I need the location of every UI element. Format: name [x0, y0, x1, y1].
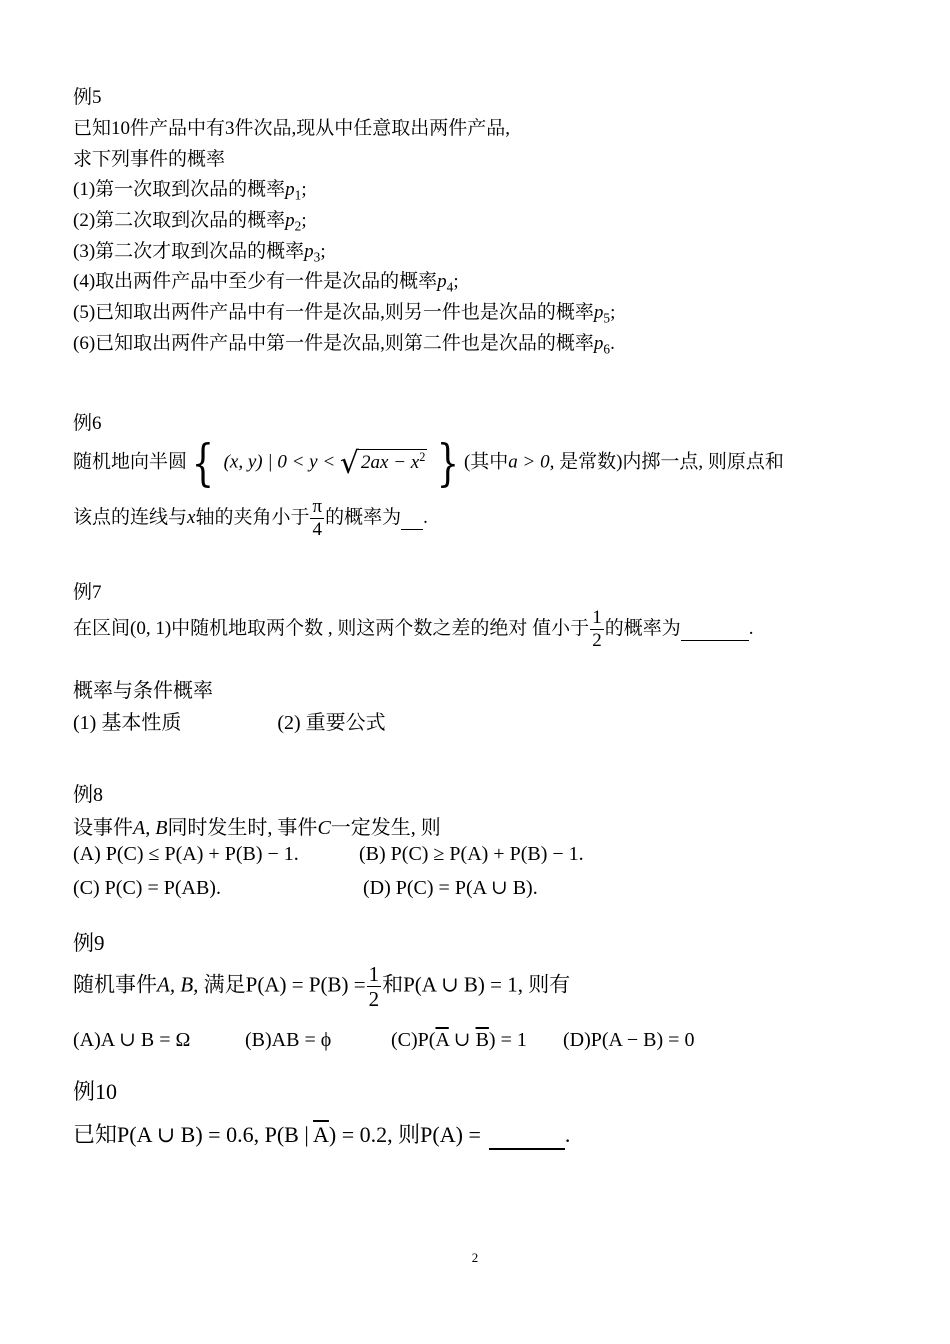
example-8-options-cd: [73, 875, 538, 900]
example-5-question-4: (4)取出两件产品中至少有一件是次品的概率$p_4$;: [73, 271, 459, 295]
square-root: √ $2ax - x^2$: [339, 445, 426, 481]
example-10-heading: 例10: [73, 1079, 118, 1104]
answer-blank: [489, 1122, 565, 1150]
example-9-options: [73, 1027, 694, 1052]
section-items: (1) 基本性质 (2) 重要公式: [73, 712, 386, 734]
fraction-one-half: $\frac{1}{2}$: [592, 607, 602, 651]
page-number: 2: [471, 1250, 479, 1265]
answer-blank: [681, 618, 749, 641]
example-8-line-1: 设事件A, B同时发生时, 事件C一定发生, 则: [73, 817, 441, 839]
example-6-line-2: 该点的连线与x轴的夹角小于 $\frac{\pi}{4}$ 的概率为 .: [73, 496, 428, 540]
example-5-question-3: (3)第二次才取到次品的概率$p_3$;: [73, 241, 326, 265]
answer-blank: [401, 507, 423, 530]
option-a: (A) P(C) ≤ P(A) + P(B) − 1.: [73, 843, 299, 865]
example-9-heading: 例9: [73, 931, 105, 955]
fraction-pi-over-4: $\frac{\pi}{4}$: [312, 496, 323, 540]
option-c: $(C)P(\overline{A}$ ∪ $\overline{B}) = 1$: [391, 1029, 527, 1051]
example-9-line-1: 随机事件A, B, 满足P(A) = P(B) = $\frac{1}{2}$ 和P(A ∪ B) = 1, 则有: [73, 962, 571, 1012]
option-b: (B)AB = ϕ: [245, 1029, 332, 1051]
example-5-question-2: (2)第二次取到次品的概率$p_2$;: [73, 210, 307, 234]
example-8-options-ab: [73, 843, 584, 866]
option-d: (D)P(A − B) = 0: [563, 1029, 695, 1051]
example-5-line-2: 求下列事件的概率: [73, 149, 226, 170]
example-5-question-1: (1)第一次取到次品的概率$p_1$;: [73, 179, 307, 203]
section-title: 概率与条件概率: [73, 680, 213, 702]
example-10-line-1: 已知P(A ∪ B) = 0.6, P(B | $\overline{A}) = 0.2$, 则P(A) = .: [73, 1118, 570, 1150]
example-7-line-1: 在区间(0, 1)中随机地取两个数 , 则这两个数之差的绝对 值小于 $\frac{1}{2}$ 的概率为 .: [73, 607, 754, 651]
example-6-line-1: 随机地向半圆{ (x, y) | 0 < y < √ $2ax - x^2$ } (其中a > 0, 是常数)内掷一点, 则原点和: [73, 434, 784, 492]
example-5-question-5: (5)已知取出两件产品中有一件是次品,则另一件也是次品的概率$p_5$;: [73, 302, 616, 326]
example-5-question-6: (6)已知取出两件产品中第一件是次品,则第二件也是次品的概率$p_6$.: [73, 333, 615, 357]
option-b: (B) P(C) ≥ P(A) + P(B) − 1.: [359, 843, 584, 865]
option-a: (A)A ∪ B = Ω: [73, 1029, 191, 1051]
set-condition: (x, y) | 0 < y <: [223, 451, 340, 473]
option-d: (D) P(C) = P(A ∪ B).: [363, 877, 538, 899]
left-brace: {: [191, 434, 215, 492]
example-6-heading: 例6: [73, 413, 102, 434]
example-5-line-1: 已知10件产品中有3件次品,现从中任意取出两件产品,: [73, 118, 511, 139]
option-c: (C) P(C) = P(AB).: [73, 877, 221, 899]
example-5-heading: 例5: [73, 87, 102, 108]
example-8-heading: 例8: [73, 784, 103, 806]
fraction-one-half: $\frac{1}{2}$: [368, 962, 380, 1012]
example-7-heading: 例7: [73, 582, 102, 603]
right-brace: }: [436, 434, 460, 492]
